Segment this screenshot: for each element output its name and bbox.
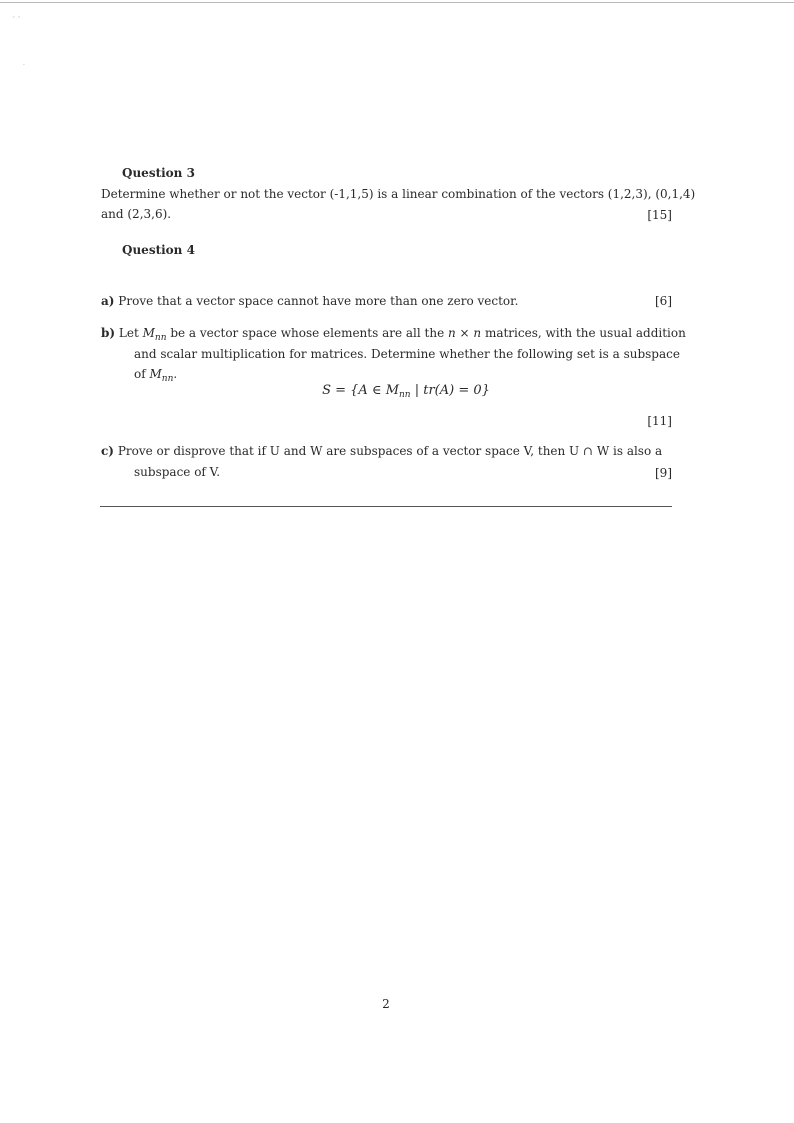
part-b-text: be a vector space whose elements are all the <box>166 326 448 340</box>
part-c-line-2: subspace of V. <box>134 465 221 479</box>
part-c-text: Prove or disprove that if U and W are subspaces of a vector space V, then U ∩ W is also a <box>117 444 663 458</box>
part-a-text: Prove that a vector space cannot have more than one zero vector. <box>118 294 519 308</box>
part-a-marks: [6] <box>655 294 672 308</box>
part-c-marks: [9] <box>655 466 672 480</box>
section-divider <box>100 506 672 507</box>
matrix-space-symbol: M <box>149 367 162 381</box>
part-c-label: c) <box>101 444 114 458</box>
question-3-heading: Question 3 <box>122 166 195 180</box>
formula-subscript: nn <box>399 390 411 400</box>
matrix-space-subscript: nn <box>154 333 167 343</box>
scan-mark: · <box>23 62 25 69</box>
part-b-line-2: and scalar multiplication for matrices. Determine whether the following set is a subspace <box>134 347 680 361</box>
part-a <box>101 291 518 311</box>
top-rule <box>0 2 794 3</box>
n-by-n-symbol: n × n <box>448 326 482 340</box>
matrix-space-symbol: M <box>142 326 155 340</box>
question-3-marks: [15] <box>647 208 672 222</box>
part-b-marks: [11] <box>647 414 672 428</box>
subspace-formula <box>0 383 794 400</box>
matrix-space-subscript: nn <box>161 374 174 384</box>
formula-lhs: S = {A ∈ M <box>322 383 399 398</box>
part-b-text: Let <box>118 326 143 340</box>
question-3-line-2: and (2,3,6). <box>101 207 172 221</box>
part-b-label: b) <box>101 326 116 340</box>
part-c-line-1 <box>101 441 662 461</box>
page-number: 2 <box>382 997 390 1011</box>
question-3-line-1: Determine whether or not the vector (-1,1,5) is a linear combination of the vectors (1,2,3), (0,1,4) <box>101 187 696 201</box>
scan-mark: ◦ ◦ <box>12 14 21 21</box>
question-4-heading: Question 4 <box>122 243 195 257</box>
part-a-label: a) <box>101 294 115 308</box>
formula-rhs: | tr(A) = 0} <box>410 383 490 398</box>
part-b-text: of <box>134 367 150 381</box>
part-b-text: . <box>173 367 178 381</box>
part-b-text: matrices, with the usual addition <box>481 326 686 340</box>
